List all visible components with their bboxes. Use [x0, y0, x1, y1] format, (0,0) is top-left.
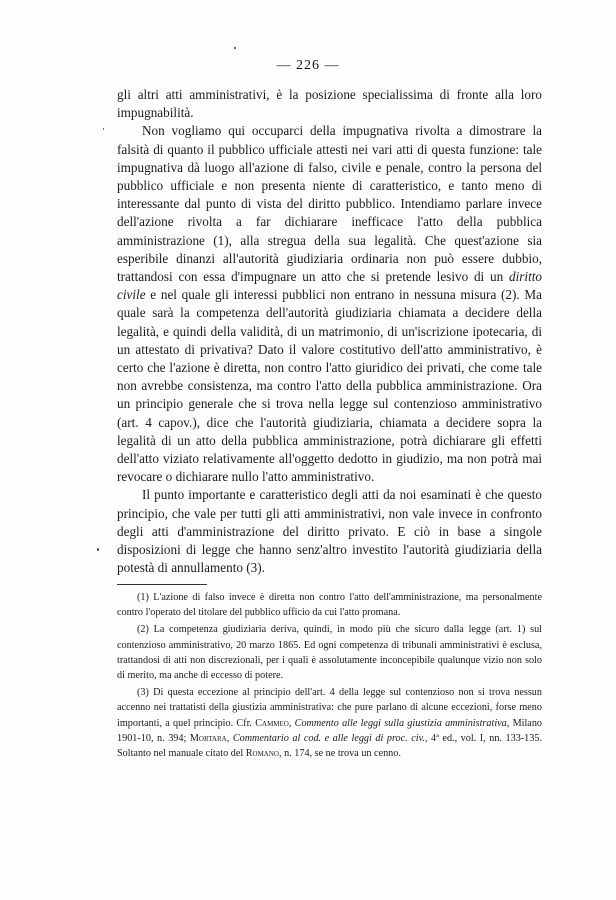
- paragraph-impugnativa: [117, 122, 542, 486]
- footnote-separator: [117, 584, 207, 585]
- scan-speck: [234, 47, 236, 49]
- footnote-segment: (3) Di questa eccezione al principio dell'art. 4 della legge sul contenzioso non si trova nessun accenno nei trattatisti della giustizia amministrativa: che pure parlano di alcune eccezioni, forse meno importanti, a quel principio. Cfr.: [117, 687, 542, 729]
- paragraph-punto-importante: [117, 486, 542, 577]
- paragraph-segment: Non vogliamo qui occuparci della impugnativa rivolta a dimostrare la falsità di quanto il pubblico ufficiale attesti nei vari atti di questa funzione: tale impugnativa dà luogo all'azione di falso, civile e penale, contro la persona del pubblico ufficiale e non presenta niente di caratteristico, e tanto meno di interessante dal punto di vista del diritto pubblico. Intendiamo parlare invece dell'azione rivolta a far dichiarare inefficace l'atto della pubblica amministrazione (1), alla stregua della sua legalità. Che quest'azione sia esperibile dinanzi all'autorità giudiziaria ordinaria non può essere dubbio, trattandosi con essa d'impugnare un atto che si pretende lesivo di un: [117, 123, 542, 285]
- main-text: [117, 86, 542, 577]
- footnote-segment: , n. 174, se ne trova un cenno.: [278, 748, 401, 760]
- paragraph-segment: Il punto importante e caratteristico degli atti da noi esaminati è che questo principio, che vale per tutti gli atti amministrativi, non vale invece in confronto degli atti d'amministrazione del diritto privato. E ciò in base a singole disposizioni di legge che hanno senz'altro investito l'autorità giudiziaria della potestà di annullamento (3).: [117, 487, 542, 576]
- footnote-segment: Romano: [245, 748, 279, 760]
- footnote-2: [117, 622, 542, 683]
- footnote-segment: ,: [226, 732, 233, 744]
- paragraph-segment: e nel quale gli interessi pubblici non entrano in nessuna misura (2). Ma quale sarà la competenza dell'autorità giudiziaria chiamata a decidere della legalità, e quindi della validità, di un matrimonio, di un'iscrizione ipotecaria, di un attestato di privativa? Dato il valore costitutivo dell'atto amministrativo, è certo che l'azione è diretta, non contro l'atto giuridico dei privati, che come tale non avrebbe consistenza, ma contro l'atto della pubblica amministrazione. Ora un principio generale che si trova nella legge sul contenzioso amministrativo (art. 4 capov.), dice che l'autorità giudiziaria, chiamata a decidere sopra la legalità di un atto della pubblica amministrazione, potrà dichiarare gli effetti dell'atto viziato relativamente all'oggetto dedotto in giudizio, ma non potrà mai revocare o dichiarare nullo l'atto amministrativo.: [117, 287, 542, 485]
- paragraph-continuation: [117, 86, 542, 122]
- footnote-segment: Mortara: [189, 732, 227, 744]
- footnote-1: [117, 590, 542, 620]
- footnote-segment: (1) L'azione di falso invece è diretta non contro l'atto dell'amministrazione, ma personalmente contro l'operato del titolare del pubblico ufficio da cui l'atto promana.: [117, 592, 542, 619]
- paragraph-segment: diritto civile: [117, 269, 542, 303]
- footnote-segment: Cammeo: [255, 717, 289, 729]
- footnote-segment: , 4ª ed., vol. I, nn. 133-135. Soltanto nel manuale citato del: [117, 732, 543, 760]
- footnote-3: [117, 685, 542, 761]
- footnote-segment: ,: [288, 717, 295, 729]
- footnotes: [117, 590, 542, 763]
- scan-speck: [97, 548, 99, 551]
- footnote-segment: Commentario al cod. e alle leggi di proc. civ.: [232, 732, 425, 744]
- footnote-segment: Commento alle leggi sulla giustizia amministrativa: [294, 717, 507, 729]
- page-number: — 226 —: [276, 58, 340, 73]
- footnote-segment: (2) La competenza giudiziaria deriva, quindi, in modo più che sicuro dalla legge (art. 1) sul contenzioso amministrativo, 20 marzo 1865. Ed ogni competenza di tribunali amministrativi è esclusa, trattandosi di atti non discrezionali, per i quali è assolutamente inconcepibile qualunque vizio non solo di merito, ma anche di eccesso di potere.: [117, 624, 542, 682]
- paragraph-segment: gli altri atti amministrativi, è la posizione specialissima di fronte alla loro impugnabilità.: [117, 87, 542, 121]
- footnote-segment: , Milano 1901-10, n. 394;: [117, 717, 543, 744]
- scan-speck: [103, 128, 104, 130]
